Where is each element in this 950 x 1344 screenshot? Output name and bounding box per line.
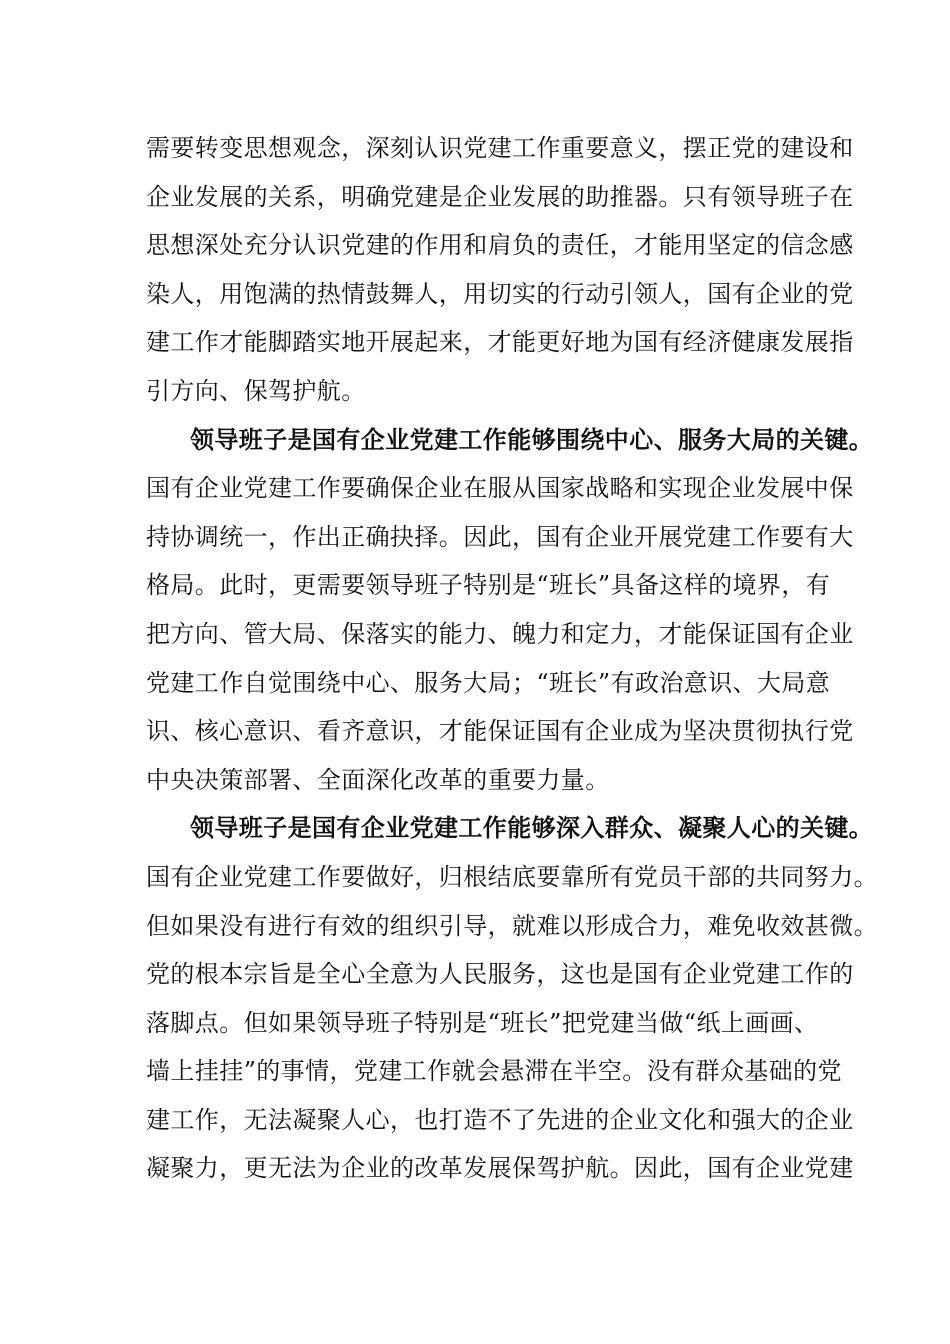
text-line: 党的根本宗旨是全心全意为人民服务，这也是国有企业党建工作的 xyxy=(146,960,854,989)
document-body xyxy=(146,124,878,1193)
text-line: 建工作才能脚踏实地开展起来，才能更好地为国有经济健康发展指 xyxy=(146,328,854,357)
text-line: 需要转变思想观念，深刻认识党建工作重要意义，摆正党的建设和 xyxy=(146,134,854,162)
text-line: 格局。此时，更需要领导班子特别是“班长”具备这样的境界，有 xyxy=(146,571,831,600)
text-line: 但如果没有进行有效的组织引导，就难以形成合力，难免收效甚微。 xyxy=(146,911,878,940)
text-line: 凝聚力，更无法为企业的改革发展保驾护航。因此，国有企业党建 xyxy=(146,1154,854,1183)
section-heading: 领导班子是国有企业党建工作能够围绕中心、服务大局的关键。 xyxy=(190,424,874,454)
text-line: 引方向、保驾护航。 xyxy=(146,376,366,405)
text-line: 思想深处充分认识党建的作用和肩负的责任，才能用坚定的信念感 xyxy=(146,231,854,260)
text-line: 建工作，无法凝聚人心，也打造不了先进的企业文化和强大的企业 xyxy=(146,1105,854,1134)
text-line: 落脚点。但如果领导班子特别是“班长”把党建当做“纸上画画、 xyxy=(146,1008,819,1037)
text-line: 企业发展的关系，明确党建是企业发展的助推器。只有领导班子在 xyxy=(146,182,854,211)
section-heading: 领导班子是国有企业党建工作能够深入群众、凝聚人心的关键。 xyxy=(190,813,874,843)
text-line: 党建工作自觉围绕中心、服务大局；“班长”有政治意识、大局意 xyxy=(146,668,831,697)
text-line: 国有企业党建工作要做好，归根结底要靠所有党员干部的共同努力。 xyxy=(146,862,878,891)
text-line: 染人，用饱满的热情鼓舞人，用切实的行动引领人，国有企业的党 xyxy=(146,279,854,308)
text-line: 墙上挂挂”的事情，党建工作就会悬滞在半空。没有群众基础的党 xyxy=(146,1057,842,1086)
text-line: 识、核心意识、看齐意识，才能保证国有企业成为坚决贯彻执行党 xyxy=(146,717,854,746)
text-line: 中央决策部署、全面深化改革的重要力量。 xyxy=(146,765,610,794)
text-line: 国有企业党建工作要确保企业在服从国家战略和实现企业发展中保 xyxy=(146,474,854,503)
text-line: 把方向、管大局、保落实的能力、魄力和定力，才能保证国有企业 xyxy=(146,619,854,648)
text-line: 持协调统一，作出正确抉择。因此，国有企业开展党建工作要有大 xyxy=(146,522,854,551)
